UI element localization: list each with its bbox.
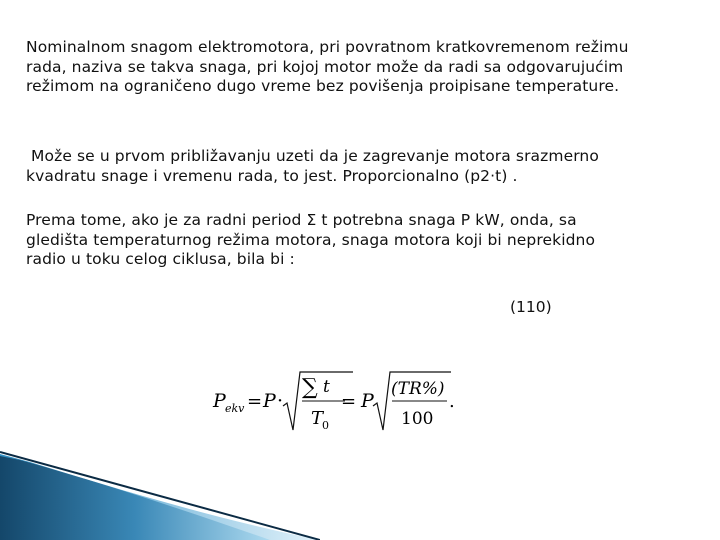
- formula-equals-2: =: [341, 391, 357, 412]
- formula-dot-1: ·: [277, 390, 284, 412]
- formula-p-1: P: [263, 390, 276, 412]
- text-line: rada, naziva se takva snaga, pri kojoj motor može da radi sa odgovarujućim: [26, 57, 624, 76]
- formula-t-symbol: t: [323, 377, 330, 397]
- equation-number: (110): [510, 298, 552, 316]
- formula-denominator-1: T: [311, 408, 324, 429]
- paragraph-heating-approximation: [26, 147, 706, 186]
- text-line: radio u toku celog ciklusa, bila bi :: [26, 250, 295, 268]
- formula-lhs-subscript: ekv: [225, 402, 245, 415]
- equivalent-power-formula: [205, 362, 465, 446]
- formula-svg: [205, 362, 465, 442]
- text-line: režimom na ograničeno dugo vreme bez povišenja proipisane temperature.: [26, 77, 620, 95]
- formula-equals-1: =: [247, 391, 263, 412]
- text-line: Prema tome, ako je za radni period Σ t potrebna snaga P kW, onda, sa: [26, 211, 577, 229]
- slide-corner-decoration: [0, 450, 320, 540]
- text-line: kvadratu snage i vremenu rada, to jest. Proporcionalno (p2·t) .: [26, 166, 518, 185]
- paragraph-nominal-power: [26, 38, 706, 97]
- formula-lhs-symbol: P: [213, 390, 226, 412]
- paragraph-equivalent-power: [26, 211, 706, 270]
- text-line: gledišta temperaturnog režima motora, snaga motora koji bi neprekidno: [26, 230, 596, 249]
- text-line: Može se u prvom približavanju uzeti da je zagrevanje motora srazmerno: [26, 147, 599, 165]
- formula-denominator-1-subscript: 0: [322, 419, 329, 432]
- decor-dark-wave: [0, 456, 270, 540]
- formula-sum-symbol: ∑: [302, 375, 318, 400]
- formula-denominator-2: 100: [401, 409, 434, 429]
- formula-p-2: P: [361, 390, 374, 412]
- formula-numerator-2: (TR%): [391, 379, 445, 399]
- text-line: Nominalnom snagom elektromotora, pri povratnom kratkovremenom režimu: [26, 38, 629, 56]
- formula-trailing-dot: .: [449, 391, 455, 412]
